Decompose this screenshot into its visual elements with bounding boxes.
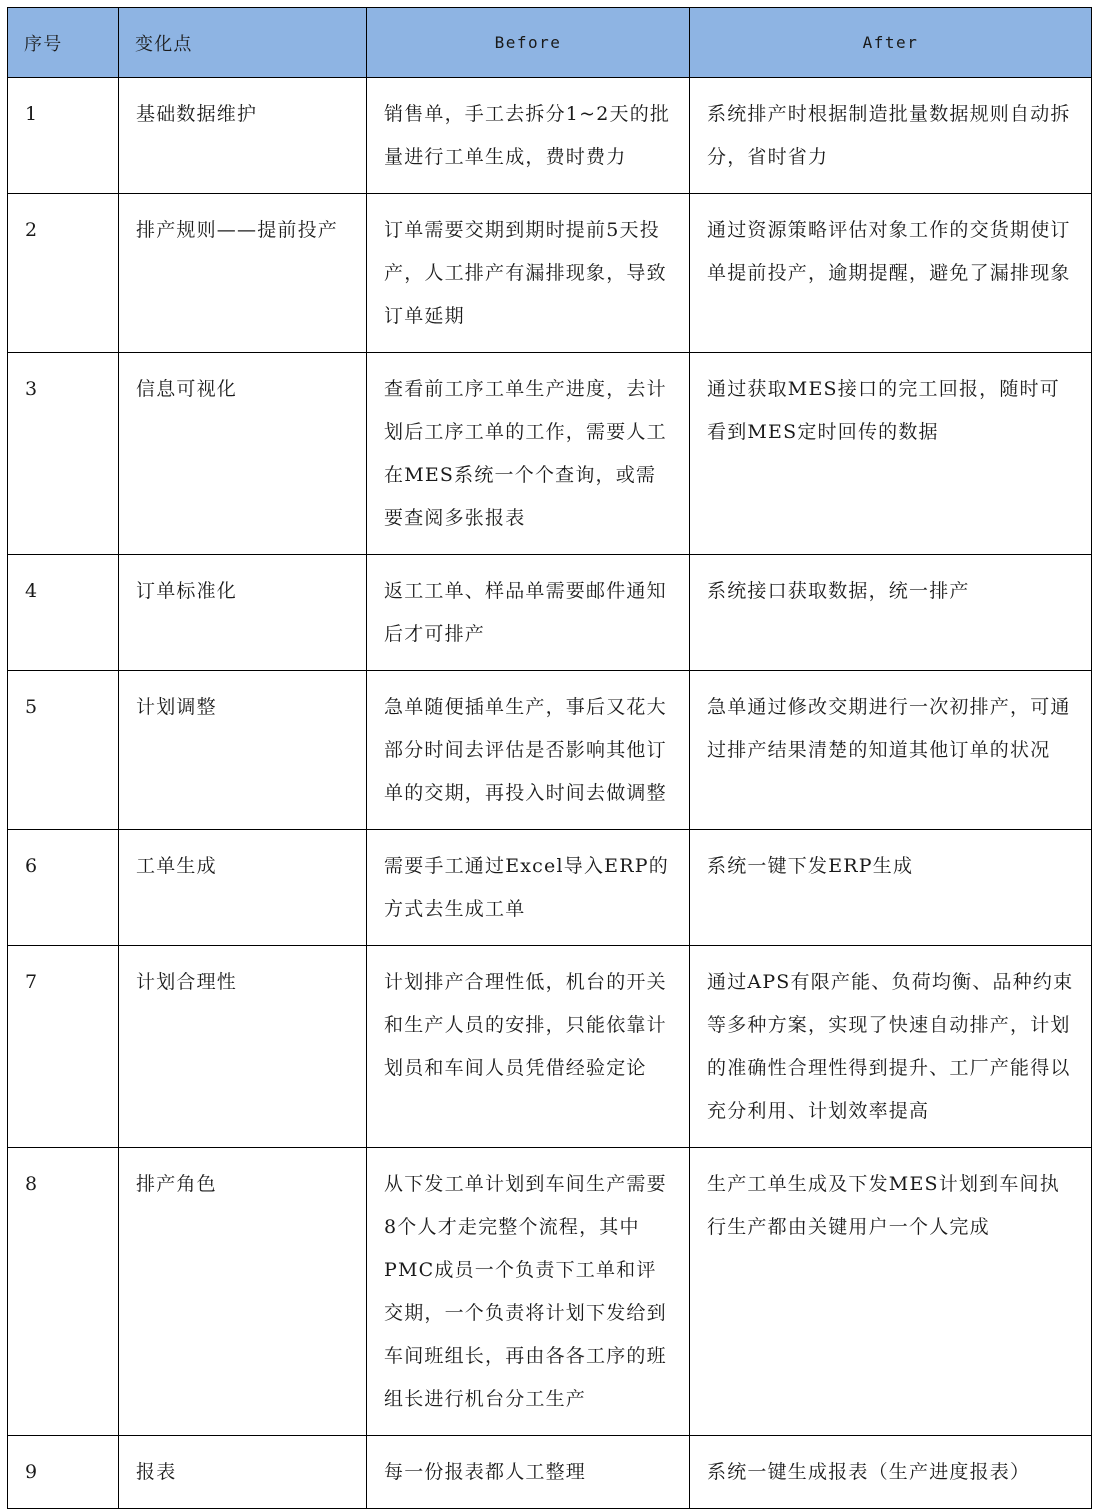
row-index: 3	[8, 353, 119, 555]
row-index: 1	[8, 78, 119, 194]
row-index: 6	[8, 830, 119, 946]
row-index: 8	[8, 1148, 119, 1436]
row-before: 返工工单、样品单需要邮件通知后才可排产	[367, 555, 690, 671]
table-row	[8, 946, 1092, 1148]
row-index: 4	[8, 555, 119, 671]
row-index: 5	[8, 671, 119, 830]
table-header	[8, 8, 1092, 78]
row-change-point: 信息可视化	[119, 353, 367, 555]
row-after: 生产工单生成及下发MES计划到车间执行生产都由关键用户一个人完成	[690, 1148, 1092, 1436]
table-row	[8, 671, 1092, 830]
row-change-point: 排产规则——提前投产	[119, 194, 367, 353]
table-body	[8, 78, 1092, 1509]
comparison-table	[7, 7, 1092, 1509]
row-before: 从下发工单计划到车间生产需要8个人才走完整个流程，其中PMC成员一个负责下工单和评交期，一个负责将计划下发给到车间班组长，再由各各工序的班组长进行机台分工生产	[367, 1148, 690, 1436]
row-change-point: 计划调整	[119, 671, 367, 830]
row-change-point: 计划合理性	[119, 946, 367, 1148]
row-before: 需要手工通过Excel导入ERP的方式去生成工单	[367, 830, 690, 946]
row-before: 每一份报表都人工整理	[367, 1436, 690, 1509]
header-change-point: 变化点	[119, 8, 367, 78]
table-row	[8, 555, 1092, 671]
row-index: 9	[8, 1436, 119, 1509]
table-row	[8, 1148, 1092, 1436]
header-index: 序号	[8, 8, 119, 78]
row-before: 计划排产合理性低，机台的开关和生产人员的安排，只能依靠计划员和车间人员凭借经验定论	[367, 946, 690, 1148]
table-row	[8, 1436, 1092, 1509]
row-after: 急单通过修改交期进行一次初排产，可通过排产结果清楚的知道其他订单的状况	[690, 671, 1092, 830]
row-change-point: 报表	[119, 1436, 367, 1509]
row-after: 通过资源策略评估对象工作的交货期使订单提前投产，逾期提醒，避免了漏排现象	[690, 194, 1092, 353]
row-before: 销售单，手工去拆分1~2天的批量进行工单生成，费时费力	[367, 78, 690, 194]
header-after: After	[690, 8, 1092, 78]
row-after: 通过获取MES接口的完工回报，随时可看到MES定时回传的数据	[690, 353, 1092, 555]
table-row	[8, 194, 1092, 353]
row-after: 系统接口获取数据，统一排产	[690, 555, 1092, 671]
header-before: Before	[367, 8, 690, 78]
header-row	[8, 8, 1092, 78]
table-row	[8, 78, 1092, 194]
row-before: 查看前工序工单生产进度，去计划后工序工单的工作，需要人工在MES系统一个个查询，或需要查阅多张报表	[367, 353, 690, 555]
row-index: 2	[8, 194, 119, 353]
table-row	[8, 353, 1092, 555]
row-index: 7	[8, 946, 119, 1148]
row-after: 系统一键生成报表（生产进度报表）	[690, 1436, 1092, 1509]
row-before: 订单需要交期到期时提前5天投产，人工排产有漏排现象，导致订单延期	[367, 194, 690, 353]
row-after: 系统一键下发ERP生成	[690, 830, 1092, 946]
row-change-point: 工单生成	[119, 830, 367, 946]
row-after: 通过APS有限产能、负荷均衡、品种约束等多种方案，实现了快速自动排产，计划的准确性合理性得到提升、工厂产能得以充分利用、计划效率提高	[690, 946, 1092, 1148]
row-change-point: 排产角色	[119, 1148, 367, 1436]
row-before: 急单随便插单生产，事后又花大部分时间去评估是否影响其他订单的交期，再投入时间去做调整	[367, 671, 690, 830]
row-after: 系统排产时根据制造批量数据规则自动拆分，省时省力	[690, 78, 1092, 194]
row-change-point: 基础数据维护	[119, 78, 367, 194]
row-change-point: 订单标准化	[119, 555, 367, 671]
table-row	[8, 830, 1092, 946]
